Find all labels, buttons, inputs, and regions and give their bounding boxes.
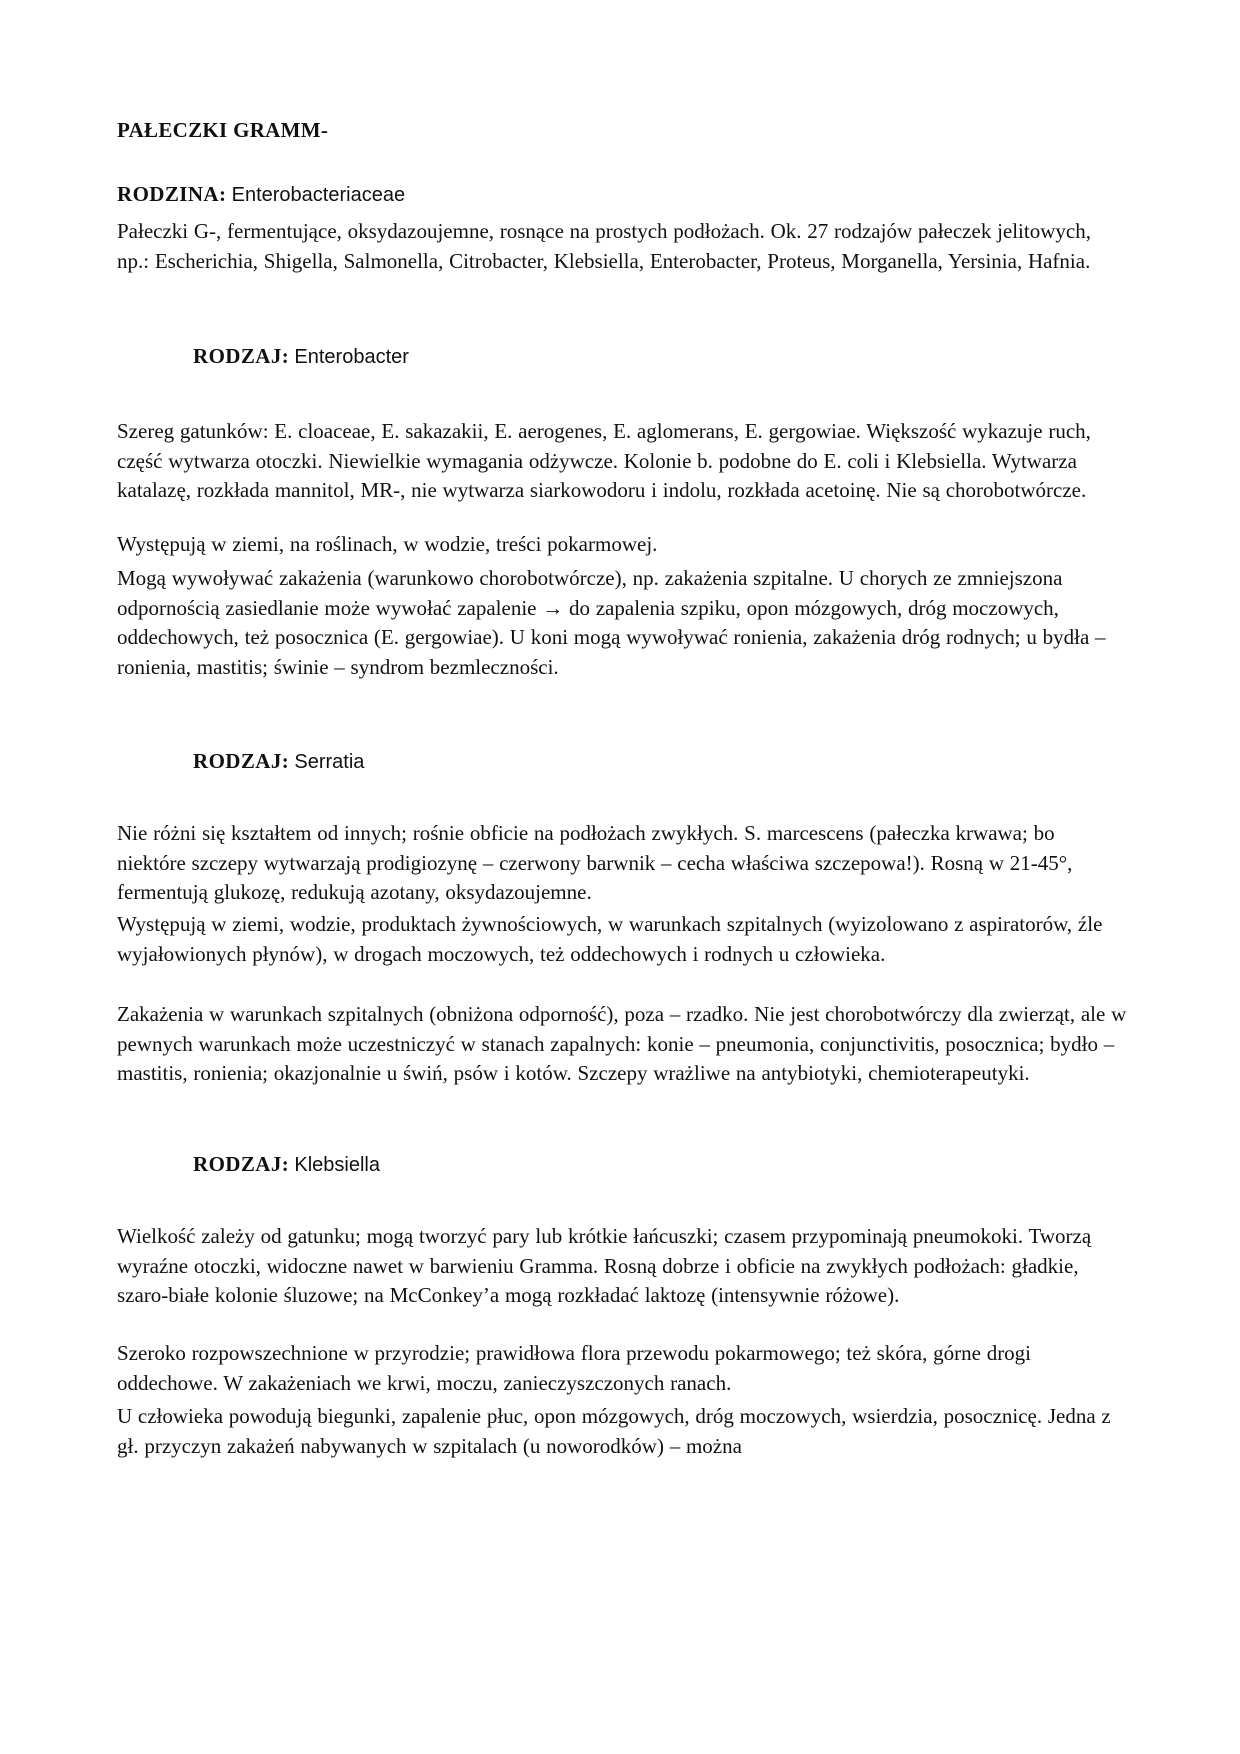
section-heading-serratia <box>193 749 364 774</box>
section-name: Enterobacter <box>294 346 409 368</box>
enterobacter-paragraph-3: Mogą wywoływać zakażenia (warunkowo chorobotwórcze), np. zakażenia szpitalne. U chorych ze zmniejszona odpornością zasiedlanie może wywołać zapalenie → do zapalenia szpiku, opon mózgowych, dróg moczowych, oddechowych, też posocznica (E. gergowiae). U koni mogą wywoływać ronienia, zakażenia dróg rodnych; u bydła – ronienia, mastitis; świnie – syndrom bezmleczności. <box>117 566 1106 679</box>
section-name: Klebsiella <box>294 1154 380 1176</box>
enterobacter-paragraph-1: Szereg gatunków: E. cloaceae, E. sakazakii, E. aerogenes, E. aglomerans, E. gergowiae. Większość wykazuje ruch, część wytwarza otoczki. Niewielkie wymagania odżywcze. Kolonie b. podobne do E. coli i Klebsiella. Wytwarza katalazę, rozkłada mannitol, MR-, nie wytwarza siarkowodoru i indolu, rozkłada acetoinę. Nie są chorobotwórcze. <box>117 419 1091 502</box>
serratia-paragraph-1: Nie różni się kształtem od innych; rośnie obficie na podłożach zwykłych. S. marcescens (pałeczka krwawa; bo niektóre szczepy wytwarzają prodigiozynę – czerwony barwnik – cecha właściwa szczepowa!). Rosną w 21-45°, fermentują glukozę, redukują azotany, oksydazoujemne. <box>117 821 1073 904</box>
document-title: PAŁECZKI GRAMM- <box>117 118 329 142</box>
section-label: RODZAJ: <box>193 749 290 773</box>
enterobacter-paragraph-2: Występują w ziemi, na roślinach, w wodzie, treści pokarmowej. <box>117 532 658 556</box>
section-label: RODZAJ: <box>193 1152 290 1176</box>
family-name: Enterobacteriaceae <box>231 184 406 206</box>
serratia-paragraph-2: Występują w ziemi, wodzie, produktach żywnościowych, w warunkach szpitalnych (wyizolowano z aspiratorów, źle wyjałowionych płynów), w drogach moczowych, też oddechowych i rodnych u człowieka. <box>117 912 1103 966</box>
section-heading-klebsiella <box>193 1152 380 1177</box>
klebsiella-paragraph-1: Wielkość zależy od gatunku; mogą tworzyć pary lub krótkie łańcuszki; czasem przypominają pneumokoki. Tworzą wyraźne otoczki, widoczne nawet w barwieniu Gramma. Rosną dobrze i obficie na zwykłych podłożach: gładkie, szaro-białe kolonie śluzowe; na McConkey’a mogą rozkładać laktozę (intensywnie różowe). <box>117 1224 1092 1307</box>
serratia-paragraph-3: Zakażenia w warunkach szpitalnych (obniżona odporność), poza – rzadko. Nie jest chorobotwórczy dla zwierząt, ale w pewnych warunkach może uczestniczyć w stanach zapalnych: konie – pneumonia, conjunctivitis, posocznica; bydło – mastitis, ronienia; okazjonalnie u świń, psów i kotów. Szczepy wrażliwe na antybiotyki, chemioterapeutyki. <box>117 1002 1127 1085</box>
section-name: Serratia <box>294 751 365 773</box>
klebsiella-paragraph-2: Szeroko rozpowszechnione w przyrodzie; prawidłowa flora przewodu pokarmowego; też skóra, górne drogi oddechowe. W zakażeniach we krwi, moczu, zanieczyszczonych ranach. <box>117 1341 1032 1395</box>
family-description: Pałeczki G-, fermentujące, oksydazoujemne, rosnące na prostych podłożach. Ok. 27 rodzajów pałeczek jelitowych, np.: Escherichia, Shigella, Salmonella, Citrobacter, Klebsiella, Enterobacter, Proteus, Morganella, Yersinia, Hafnia. <box>117 219 1091 273</box>
family-heading <box>117 182 405 207</box>
section-label: RODZAJ: <box>193 344 290 368</box>
family-label: RODZINA: <box>117 182 227 206</box>
klebsiella-paragraph-3: U człowieka powodują biegunki, zapalenie płuc, opon mózgowych, dróg moczowych, wsierdzia, posocznicę. Jedna z gł. przyczyn zakażeń nabywanych w szpitalach (u noworodków) – można <box>117 1404 1111 1458</box>
section-heading-enterobacter <box>193 344 409 369</box>
